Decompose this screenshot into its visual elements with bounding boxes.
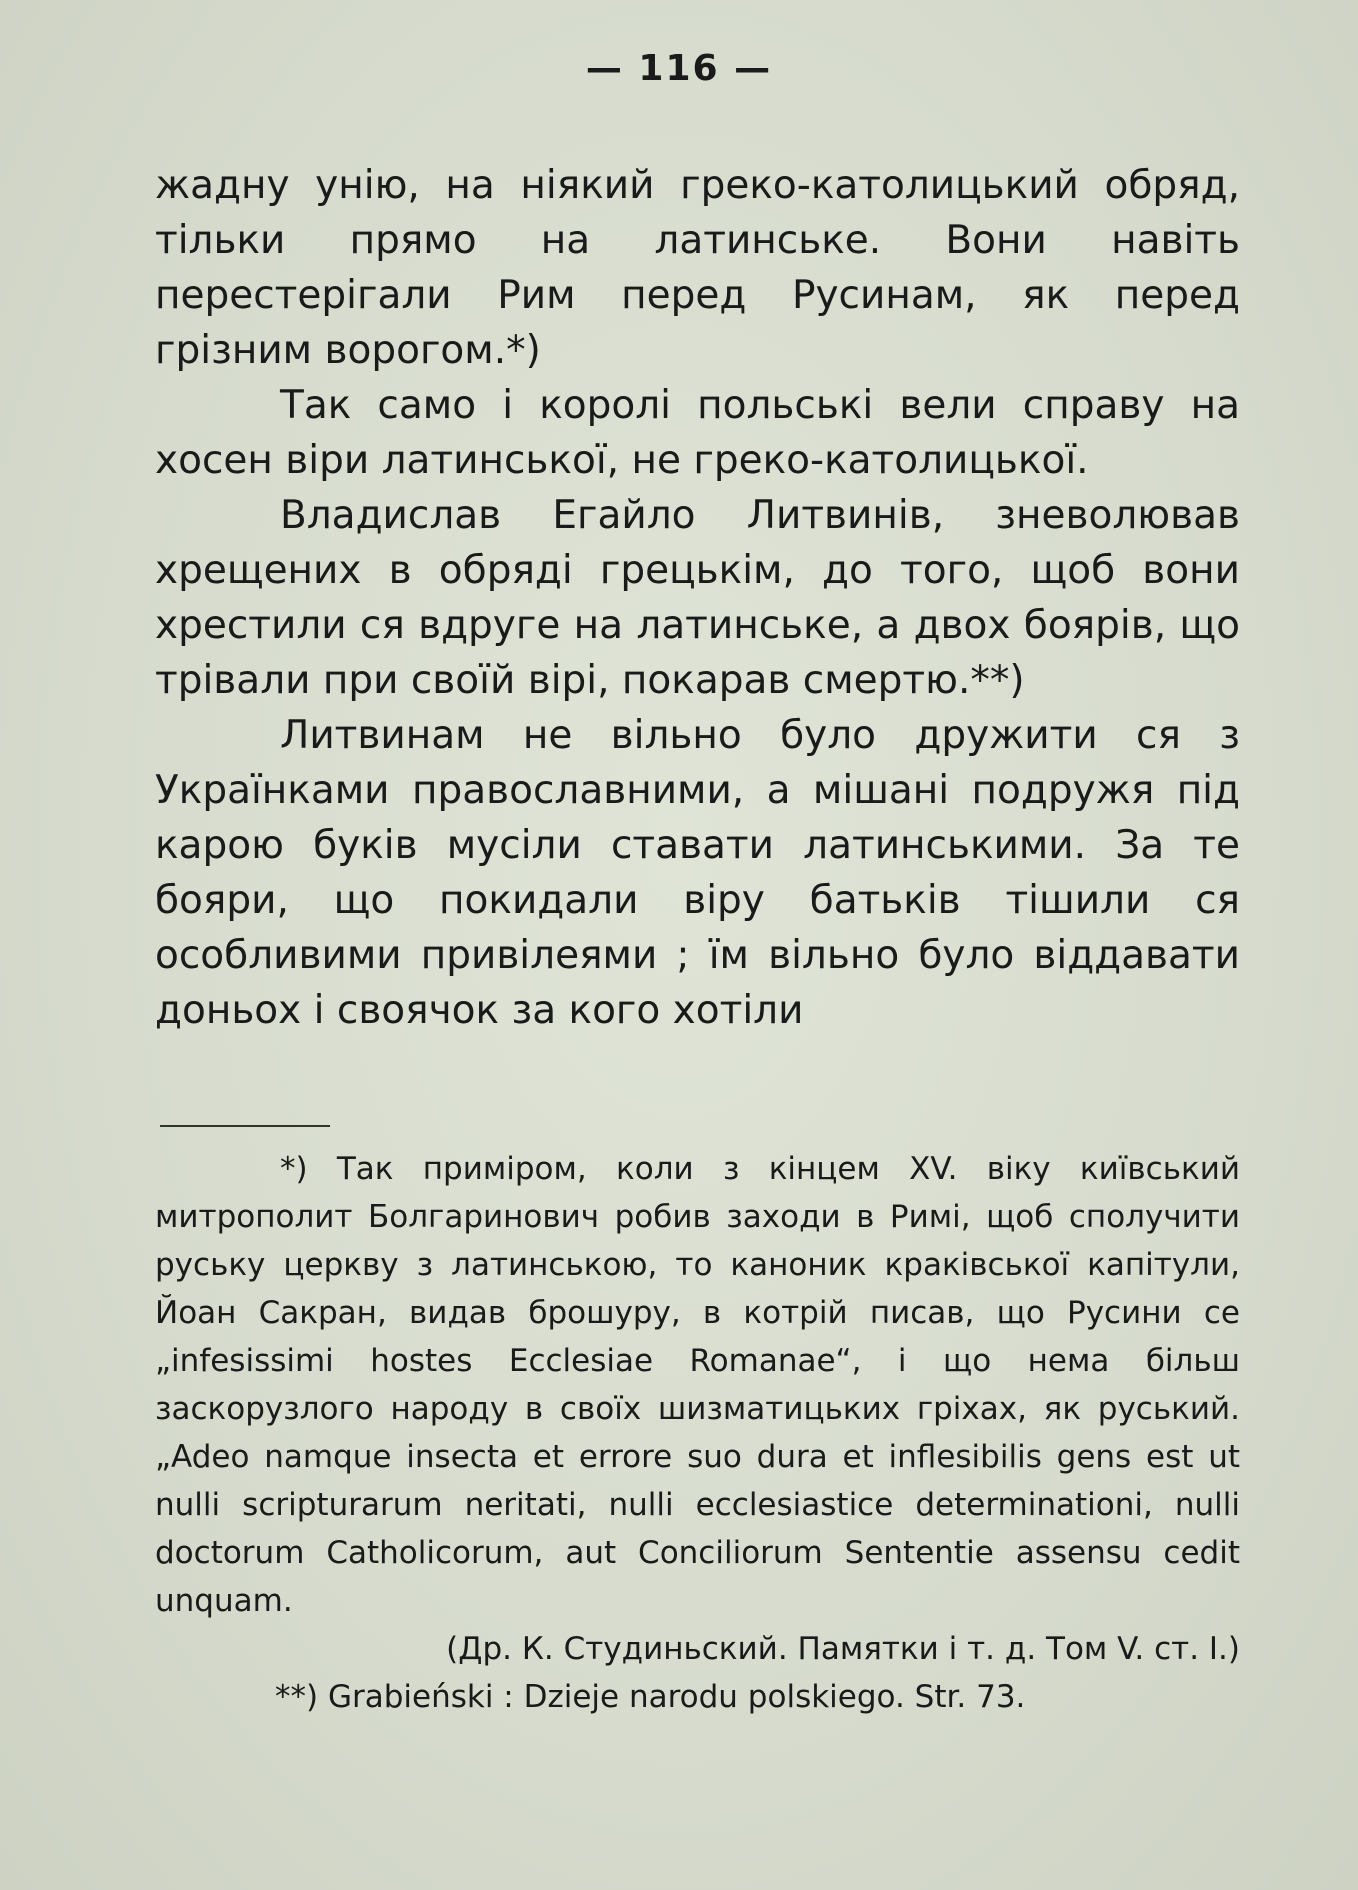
main-text	[155, 158, 1240, 1038]
paragraph-4: Литвинам не вільно було дружити ся з Українками православними, а мішані подружя під карою буків мусіли ставати латинськими. За те бояри, що покидали віру батьків тішили ся особливими привілеями ; їм вільно було віддавати доньох і своячок за кого хотіли	[155, 713, 1240, 1033]
footnote-1-citation: (Др. К. Студиньский. Памятки і т. д. Том V. ст. I.)	[446, 1631, 1240, 1667]
footnote-2: **) Grabieński : Dzieje narodu polskiego. Str. 73.	[275, 1679, 1026, 1715]
footnote-divider	[160, 1125, 330, 1127]
paragraph-3: Владислав Егайло Литвинів, зневолював хрещених в обряді грецькім, до того, щоб вони хрестили ся вдруге на латинське, а двох боярів, що трівали при своїй вірі, покарав смертю.**)	[155, 493, 1240, 703]
footnotes	[155, 1145, 1240, 1721]
footnote-1: *) Так примiром, коли з кінцем XV. віку київський митрополит Болгаринович робив заходи в Римі, щоб сполучити руську церкву з латинською, то каноник краківської капітули, Йоан Сакран, видав брошуру, в котрій писав, що Русини се „infesissimi hostes Ecclesiae Romanae“, і що нема більш заскорузлого народу в своїх шизматицьких гріхах, як руський. „Adeo namque insecta et errore suo dura et inflesibilis gens est ut nulli scripturarum neritati, nulli ecclesiastice determinationi, nulli doctorum Catholicorum, aut Conciliorum Sententie assensu cedit unquam.	[155, 1151, 1240, 1619]
paragraph-2: Так само і королі польські вели справу на хосен віри латинської, не греко-католицької.	[155, 383, 1240, 483]
page-number: — 116 —	[585, 48, 773, 89]
paragraph-1: жадну унію, на ніякий греко-католицький обряд, тільки прямо на латинське. Вони навіть перестерігали Рим перед Русинам, як перед грізним ворогом.*)	[155, 163, 1240, 373]
